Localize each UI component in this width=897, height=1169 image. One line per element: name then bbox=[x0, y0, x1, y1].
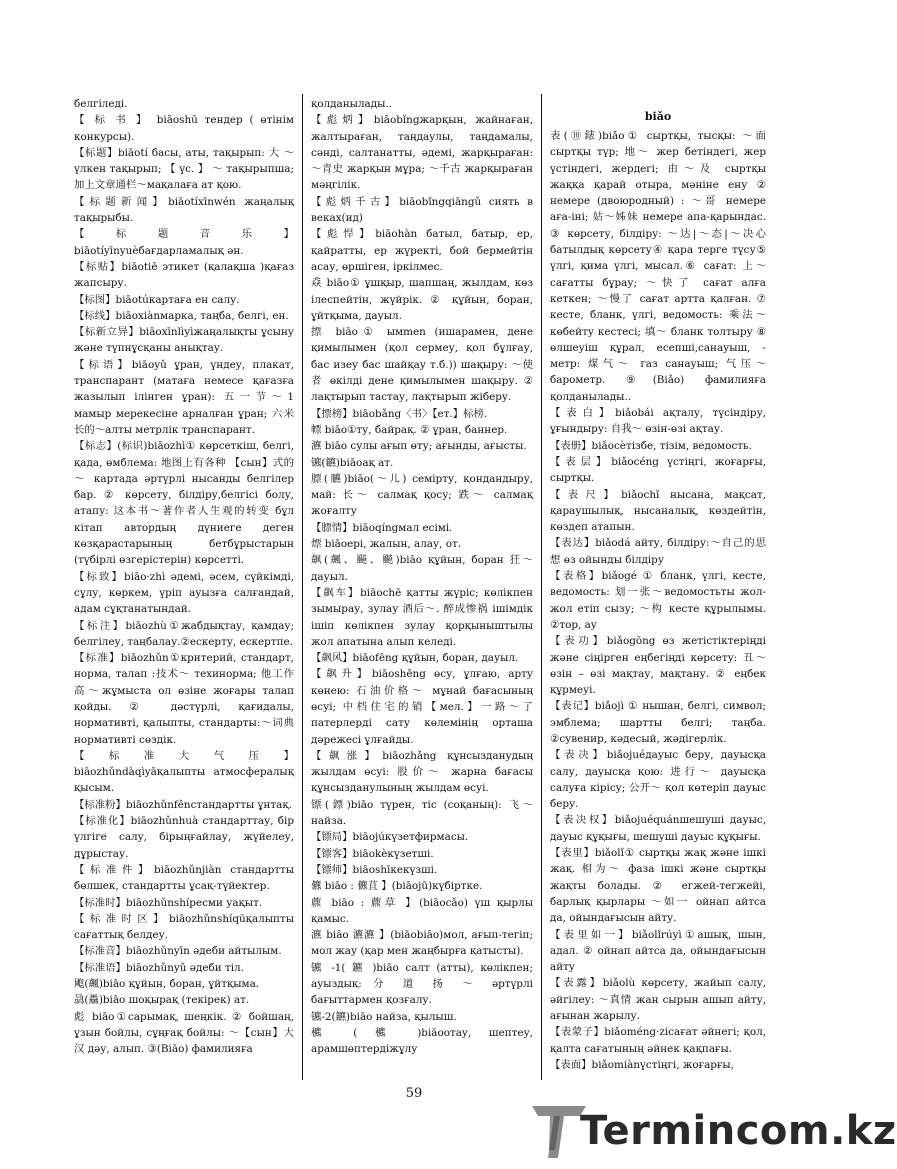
dictionary-entry: қолданылады.. bbox=[311, 98, 393, 110]
dictionary-entry: 镖(鏢)biāo түрен, тіс (соқаның): 飞～ найза. bbox=[311, 798, 533, 828]
dictionary-entry: 瀌 biāo 瀌瀌 】(biāobiāo)мол, ағып-тегіп; мол жау (қар мен жаңбырға қатысты). bbox=[311, 929, 533, 958]
dictionary-entry: 【表层】biǎocéng үстіңгі, жоғарғы, сыртқы. bbox=[550, 455, 766, 485]
dictionary-column-3 bbox=[550, 128, 766, 1076]
dictionary-entry: 猋 biāo① ұшқыр, шапшаң, жылдам, көз ілеспейтін, жүйрік. ② құйын, боран, ұйтқыма, дауыл. bbox=[311, 277, 533, 322]
dictionary-entry: 【表里如一】biǎolǐrúyì①ашық, шын, адал. ② ойнап айтса да, ойындағысын айту bbox=[550, 928, 766, 974]
dictionary-entry: 【表露】biǎolù көрсету, жайып салу, әйгілеу: ～真情 жан сырын ашып айту, ағынан жарылу. bbox=[550, 977, 766, 1023]
dictionary-entry: 【标注】biāozhù①жабдықтау, қамдау; белгілеу, таңбалау.②ескерту, ескертпе. bbox=[74, 619, 294, 648]
dictionary-entry: 瀌 biāo сулы ағып өту; ағынды, ағысты. bbox=[311, 440, 527, 453]
dictionary-entry: 【飙车】biāochē қатты жүріс; көлікпен зымырау, зулау 酒后～. 醉成惨祸 ішімдік ішіп көлікпен зулау қорқыныштылы жол апатына алып келеді. bbox=[311, 586, 533, 648]
dictionary-entry: 【表格】biǎogé ① бланк, үлгі, кесте, ведомость: 划一张～ведомостьты жол-жол етіп сызу; ～构 кесте құрылымы. ②тор, ау bbox=[550, 570, 766, 631]
dictionary-entry: 表(⑩錶)biǎo① сыртқы, тысқы: ～面 сыртқы түр; 地～ жер бетіндегі, жер үстіндегі, жердегі; 由～及 сыртқы жаққа қарай отыра, мәніне ену ② немере (двоюродный) : ～哥 немере аға-іні; 姑～姊妹 немере апа-қарындас. ③ көрсету, білдіру: ～达|～态|～决心 батылдық көрсету④ қара терге түсу⑤ үлгі, қима үлгі, мысал.⑥ сағат: 上～ сағатты бұрау; ～快了 сағат алға кеткен; ～慢了 сағат артта қалған. ⑦ кесте, бланк, үлгі, ведомость: 乘法～ көбейту кестесі; 填～ бланк толтыру ⑧ өлшеуіш құрал, есепші,санауыш, - метр: 煤气～ газ санауыш; 气压～ барометр. ⑨(Biǎo) фамилияға қолданылады.. bbox=[550, 130, 766, 403]
dictionary-entry: 【标贴】biāotiē этикет (қалақша )қағаз жапсыру. bbox=[74, 260, 294, 290]
dictionary-entry: 【表面】biǎomiànүстіңгі, жоғарғы, bbox=[550, 1058, 734, 1071]
dictionary-entry: 【标致】biāo·zhì әдемі, әсем, сүйкімді, сұлу, көркем, үріп ауызға салғандай, адам сұқтанатындай. bbox=[74, 570, 294, 616]
dictionary-entry: 飑(飆)biāo құйын, боран, ұйтқыма. bbox=[74, 978, 260, 991]
dictionary-entry: 【镖局】biāojúкүзетфирмасы. bbox=[311, 831, 469, 844]
dictionary-entry: 镳-2(鑣)biāo найза, қылыш. bbox=[311, 1010, 457, 1023]
dictionary-entry: 【镖客】biāokèкүзетші. bbox=[311, 847, 434, 860]
dictionary-entry: 【 标 题 音 乐 】 biāotíyīnyuèбағдарламалық ән. bbox=[74, 228, 294, 257]
dictionary-entry: 【标题】biāotí басы, аты, тақырып: 大 ～ үлкен тақырып; 【 үс. 】 ～ тақырыпша; 加上文章通栏～мақалаға ат қою. bbox=[74, 146, 294, 192]
dictionary-entry: 【标新立异】biāoxīnlìyìжаңалықты ұсыну және түпнұсқаны анықтау. bbox=[74, 326, 294, 355]
dictionary-entry: 【表决权】biǎojuéquánшешуші дауыс, дауыс құқығы, шешуші дауыс құқығы. bbox=[550, 814, 766, 843]
dictionary-entry: 【表里】biǎolǐ① сыртқы жақ және ішкі жақ. 相为～ фаза ішкі және сыртқы жақты болады. ② егжей-тегжейі, барлық қырлары ～如一 ойнап айтса да, ойындағысын айту. bbox=[550, 847, 766, 925]
dictionary-entry: 【标题新闻】biāotíxīnwén жаңалық тақырыбы. bbox=[74, 195, 294, 225]
dictionary-entry: 【标准时】biāozhǔnshíресми уақыт. bbox=[74, 896, 263, 909]
dictionary-entry: 【标准音】biāozhǔnyīn әдеби айтылым. bbox=[74, 945, 282, 958]
dictionary-entry: 【彪炳】biāobǐngжарқын, жайнаған, жалтыраған, таңдаулы, таңдамалы, сәнді, салтанатты, әдемі, жарқыраған:～青史 жарқын мұра; ～千古 жарқыраған мәңгілік. bbox=[311, 114, 533, 192]
dictionary-entry: 【表功】biǎogōng өз жетістіктеріңді және сіңірген еңбегіңді көрсету: 丑～ өзін – өзі мақтау, мақтану. ② еңбек құрмеуі. bbox=[550, 635, 766, 697]
logo-text: Termincom.kz bbox=[580, 1108, 897, 1154]
dictionary-entry: 【标志】(标识)biāozhì① көрсеткіш, белгі, қада, өмблема: 地图上有各种 【сын】式的～ картада әртүрлі нысанды белгілер бар. ② көрсету, білдіру,белгісі болу, атапу: 这本书～著作者人生观的转变 бұл кітап автордың дүниеге деген көзқарастарының бетбұрыстарын (түбірлі өзгерістерін) көрсетті. bbox=[74, 440, 294, 567]
dictionary-entry: 【表尺】biǎochǐ нысана, мақсат, қараушылық, нысаналық, көздейтін, көздеп атапын. bbox=[550, 488, 766, 534]
dictionary-entry: 【镖师】biāoshīкекүзші. bbox=[311, 863, 438, 876]
dictionary-entry: 镳 -1( 鑣 )biāo салт (атты), көлікпен; ауыздық: 分 道 扬 ～ әртүрлі бағыттармен қозғалу. bbox=[311, 961, 533, 1007]
dictionary-entry: белгіледі. bbox=[74, 98, 128, 110]
dictionary-entry: 穮 ( 穮 )biāoотау, шептеу, арамшөптердіжұлу bbox=[311, 1026, 533, 1056]
dictionary-entry: 【 标 书 】 biāoshū тендер ( өтінім конкурсы). bbox=[74, 114, 294, 143]
dictionary-entry: 【标语】biāoyǔ ұран, үндеу, плакат, транспарант (матаға немесе қағазға жазылып ілінген ұран): 五一节～1 мамыр мерекесіне арналған ұран; 六米长的～алты метрлік транспарант. bbox=[74, 358, 294, 436]
dictionary-column-1 bbox=[74, 96, 294, 1076]
termincom-logo bbox=[528, 1100, 897, 1162]
dictionary-entry: 【表决】biǎojuéдауыс беру, дауысқа салу, дауысқа қою: 进行～ дауысқа салуға кірісу; 公开～ қол көтеріп дауыс беру. bbox=[550, 749, 766, 811]
dictionary-entry: 【标准件】biāozhǔnjiàn стандартты бөлшек, стандартты ұсақ-түйектер. bbox=[74, 863, 294, 893]
dictionary-entry: 【表蒙子】biǎoméng·zicағат әйнегі; қол, қалта сағатының әйнек қақпағы. bbox=[550, 1026, 766, 1055]
dictionary-entry: 摽 biāo① ымmen (ишарамен, дене қимылымен (қол сермеу, қол бұлғау, бас изеу бас шайқау т.б.)) шақыру: ～使者 өкілді дене қимылымен шақыру. ② лақтырып тастау, лақтырып жіберу. bbox=[311, 326, 533, 404]
dictionary-entry: 【表达】biǎodá айту, білдіру:～自己的思想 өз ойынды білдіру bbox=[550, 537, 766, 566]
dictionary-entry: 【彪悍】biāohàn батыл, батыр, ер, қайратты, ер жүректі, бой бермейтін асау, өршіген, іркілмес. bbox=[311, 228, 533, 273]
dictionary-entry: 【标准化】biāozhǔnhuà стандарттау, бір үлгіге салу, бірыңғайлау, жүйелеу, дұрыстау. bbox=[74, 815, 294, 860]
dictionary-entry: 【标图】biāotúкартаға ен салу. bbox=[74, 293, 240, 306]
column-divider bbox=[302, 94, 303, 1080]
dictionary-entry: 【标准时区】biāozhǔnshíqūқалыпты сағаттық белдеу. bbox=[74, 912, 294, 942]
dictionary-entry: 【标线】biāoxiànмарка, таңба, белгі, ен. bbox=[74, 309, 289, 322]
dictionary-entry: 儦 biāo : 儦苴 】(biāojū)күбіртке. bbox=[311, 880, 483, 893]
dictionary-entry: 【标准粉】biāozhǔnfěnстандартты ұнтақ. bbox=[74, 798, 292, 811]
dictionary-entry: 【飙涨】biāozhǎng құнсызданудың жылдам өсуі: 股价～ жарна бағасы құнсызданулының жылдам өсуі. bbox=[311, 749, 533, 795]
dictionary-entry: 【膘情】biāoqíngмал есімі. bbox=[311, 521, 453, 534]
dictionary-entry: 幖 biāo①ту, байрақ. ② ұран, баннер. bbox=[311, 423, 508, 436]
dictionary-entry: 彪 biāo①сарымақ, шеңкік. ② бойшаң, ұзын бойлы, сұңғақ бойлы: ～【сын】大汉 дәу, алып. ③(Biāo) фамилияға bbox=[74, 1010, 294, 1056]
dictionary-entry: 【彪炳千古】biāobǐngqiāngǔ сиять в веках(ид) bbox=[311, 195, 533, 225]
dictionary-entry: 【飙升】biāoshēng өсу, ұлғаю, арту көнею: 石油价格～ мұнай бағасының өсуі; 中档住宅的销【мел.】一路～了 патерлерді сату көлемінің орташа дәрежесі ұлғайды. bbox=[311, 668, 533, 746]
dictionary-entry: 镳(鑣)biāoақ ат. bbox=[311, 456, 394, 469]
dictionary-entry: 【表册】biǎocèтізбе, тізім, ведомость. bbox=[550, 439, 752, 452]
dictionary-entry: 【 标 准 大 气 压 】 biāozhǔndàqìyāқалыпты атмосфералық қысым. bbox=[74, 749, 294, 795]
column-header: biǎo bbox=[644, 110, 672, 123]
dictionary-entry: 膘(臕)biāo(～儿) семірту, қондандыру, май: 长～ салмақ қосу; 跌～ салмақ жоғалту bbox=[311, 472, 533, 518]
dictionary-column-2 bbox=[311, 96, 533, 1056]
dictionary-entry: 【标准语】biāozhǔnyǔ әдеби тіл. bbox=[74, 961, 244, 974]
dictionary-entry: 飙(飆、飇、飈)biāo құйын, боран 狂～дауыл. bbox=[311, 554, 533, 583]
dictionary-entry: 【表白】biǎobái ақталу, түсіндіру, ұғындыру: 自我～ өзін-өзі ақтау. bbox=[550, 407, 766, 436]
dictionary-entry: 【摽榜】biāobǎng〈书〉【ет.】标榜. bbox=[311, 407, 488, 420]
dictionary-entry: 藨 biāo : 藨草 】(biāocǎo) үш қырлы қамыс. bbox=[311, 896, 533, 925]
dictionary-entry: 【飙风】biāofēng құйын, боран, дауыл. bbox=[311, 652, 519, 665]
dictionary-entry: 骉(驫)biāo шоқырақ (текірек) ат. bbox=[74, 994, 250, 1007]
dictionary-entry: 熛 biāoері, жалын, алау, от. bbox=[311, 538, 462, 551]
page-number: 59 bbox=[405, 1086, 423, 1101]
dictionary-entry: 【表记】biǎojì ① нышан, белгі, символ; эмблема; шартты белгі; таңба. ②сувенир, кәдесый, жәдігерлік. bbox=[550, 700, 766, 745]
dictionary-entry: 【标准】biāozhǔn①критерий, стандарт, норма, талап :技术～ техинорма; 他工作高～жұмыста ол өзіне жоғары талап қойды. ② дәстүрлі, қағидалы, нормативті, қалыпты, стандарты:～词典 нормативті сөздік. bbox=[74, 652, 294, 746]
column-divider bbox=[541, 94, 542, 1080]
